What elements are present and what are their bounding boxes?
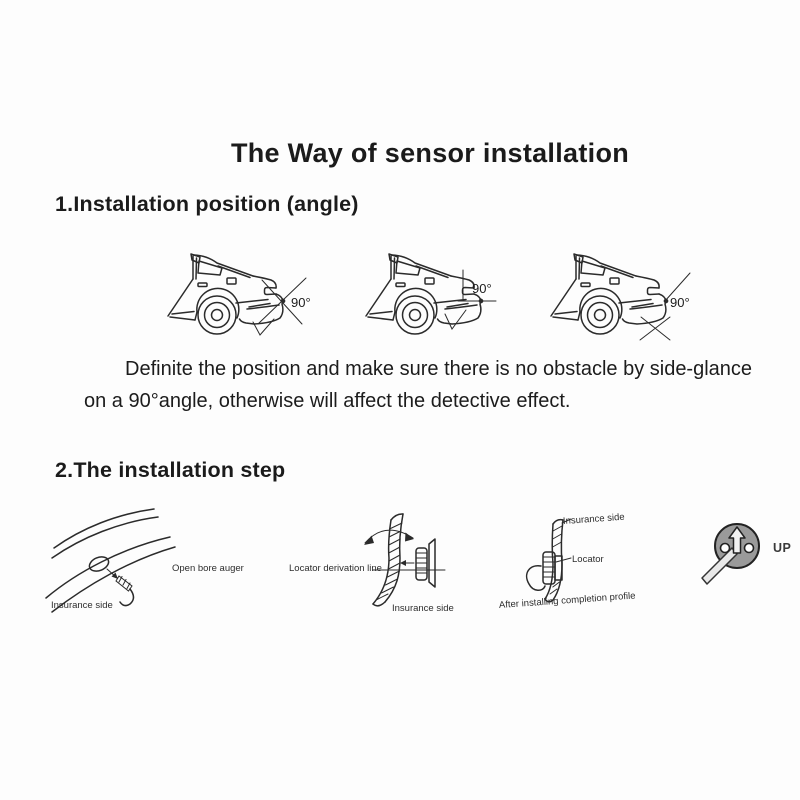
insert-arrow [400,560,414,566]
label-locator-derivation-line: Locator derivation line [289,563,382,574]
car-diagram-2 [348,242,558,362]
drill-icon [116,576,134,606]
label-after-installing: After installing completion profile [498,590,636,611]
label-locator: Locator [572,554,604,565]
car-diagram-1 [150,242,360,362]
sensor-plug [416,539,435,587]
wire-hook [527,566,545,591]
description-line-2: on a 90°angle, otherwise will affect the detective effect. [84,390,571,412]
sensor-hole-left [721,544,730,553]
angle-label: 90° [472,281,492,296]
label-insurance-side-2: Insurance side [392,603,454,614]
sensor-hole-right [745,544,754,553]
section1-heading: 1.Installation position (angle) [55,192,359,216]
bumper-section-strip [373,514,403,606]
car-diagram-3 [533,242,743,362]
step4-sensor-orientation-diagram [694,501,784,601]
label-insurance-side-3: Insurance side [562,511,626,527]
right-angle-lines [445,270,496,329]
section2-heading: 2.The installation step [55,458,286,482]
label-open-bore-auger: Open bore auger [172,563,244,574]
label-up: UP [773,541,792,555]
angle-label: 90° [670,295,690,310]
page-title: The Way of sensor installation [230,138,630,168]
description-line-1: Definite the position and make sure there is no obstacle by side-glance [125,358,753,380]
leader-line-locator [556,558,571,562]
bumper-contours [46,509,175,612]
label-insurance-side-1: Insurance side [51,600,113,611]
angle-label: 90° [291,295,311,310]
